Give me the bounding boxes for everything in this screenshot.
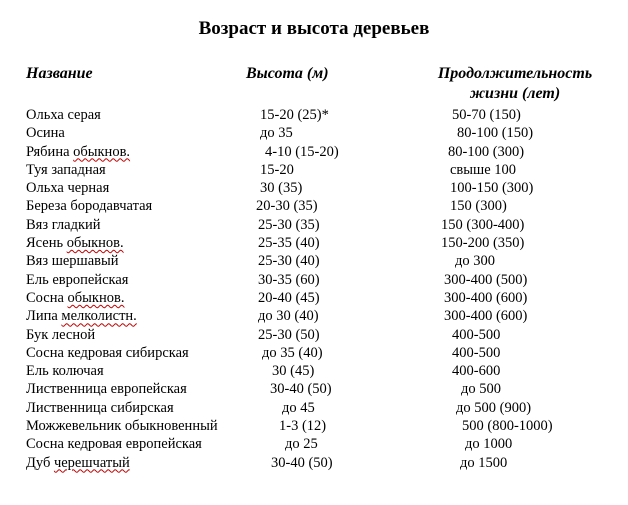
tree-name-text: Лиственница европейская <box>26 381 187 398</box>
tree-height: 25-35 (40) <box>258 235 320 252</box>
tree-name <box>26 307 137 325</box>
header-name: Название <box>26 65 93 82</box>
tree-height: 20-30 (35) <box>256 198 318 215</box>
tree-name-text: Дуб <box>26 454 54 471</box>
tree-name <box>26 454 130 472</box>
header-lifespan <box>420 64 610 104</box>
tree-name-text: Ель европейская <box>26 271 129 288</box>
table-row <box>0 179 628 197</box>
tree-height: 4-10 (15-20) <box>265 143 339 160</box>
header-lifespan-line2: жизни (лет) <box>469 85 561 102</box>
tree-name-flagged: черешчатый <box>53 454 130 471</box>
header-lifespan-line1: Продолжительность <box>437 65 593 82</box>
tree-height: 1-3 (12) <box>279 418 327 435</box>
table-row <box>0 344 628 362</box>
tree-lifespan: 300-400 (600) <box>444 289 528 306</box>
tree-name <box>26 197 152 215</box>
tree-name-text: Рябина <box>26 143 74 160</box>
tree-lifespan: 150 (300-400) <box>441 216 525 233</box>
tree-lifespan: до 1500 <box>460 454 508 471</box>
tree-lifespan: 150-200 (350) <box>441 235 525 252</box>
tree-height: 30-40 (50) <box>271 454 333 471</box>
tree-height: до 30 (40) <box>258 308 319 325</box>
table-row <box>0 326 628 344</box>
tree-name-text: Вяз гладкий <box>26 216 101 233</box>
tree-lifespan: 300-400 (600) <box>444 308 528 325</box>
tree-lifespan: 50-70 (150) <box>452 107 521 123</box>
table-row <box>0 307 628 325</box>
tree-lifespan: 400-600 <box>452 363 501 380</box>
tree-name <box>26 124 65 142</box>
tree-table <box>0 106 628 472</box>
tree-lifespan: свыше 100 <box>450 161 517 178</box>
tree-name <box>26 399 174 417</box>
tree-height: 30-40 (50) <box>270 381 332 398</box>
tree-name-text: Осина <box>26 125 65 142</box>
page-title: Возраст и высота деревьев <box>198 18 430 39</box>
tree-name <box>26 161 106 179</box>
tree-lifespan: до 500 <box>461 381 502 398</box>
tree-name-flagged: мелколистн. <box>61 308 137 325</box>
tree-name-text: Вяз шершавый <box>26 253 119 270</box>
tree-name <box>26 362 104 380</box>
table-row <box>0 399 628 417</box>
tree-height: 30 (45) <box>272 363 315 380</box>
tree-height: 30-35 (60) <box>258 271 320 288</box>
tree-height: 15-20 (25)* <box>260 107 329 123</box>
tree-height: до 25 <box>285 436 318 453</box>
tree-height: 30 (35) <box>260 180 303 197</box>
tree-name <box>26 326 95 344</box>
tree-name <box>26 435 202 453</box>
tree-lifespan: 80-100 (300) <box>448 143 525 160</box>
tree-name-text: Можжевельник обыкновенный <box>26 418 218 435</box>
tree-name-text: Береза бородавчатая <box>26 198 153 215</box>
tree-name <box>26 344 189 362</box>
tree-height: до 45 <box>282 399 315 416</box>
tree-lifespan: 400-500 <box>452 326 501 343</box>
tree-height: до 35 <box>260 125 293 142</box>
table-row <box>0 271 628 289</box>
tree-lifespan: 500 (800-1000) <box>462 418 553 435</box>
tree-lifespan: до 300 <box>455 253 496 270</box>
tree-name-text: Ольха черная <box>26 180 110 197</box>
header-height: Высота (м) <box>246 65 329 82</box>
table-row <box>0 161 628 179</box>
tree-name-flagged: обыкнов. <box>66 235 124 252</box>
tree-height: 20-40 (45) <box>258 289 320 306</box>
tree-lifespan: 100-150 (300) <box>450 180 534 197</box>
tree-name <box>26 380 187 398</box>
tree-name-flagged: обыкнов. <box>67 289 125 306</box>
tree-name-text: Бук лесной <box>26 326 96 343</box>
table-row <box>0 454 628 472</box>
tree-name-text: Лиственница сибирская <box>26 399 174 416</box>
tree-lifespan: 400-500 <box>452 344 501 361</box>
tree-name <box>26 106 101 124</box>
tree-name-text: Ель колючая <box>26 363 104 380</box>
table-row <box>0 435 628 453</box>
table-row <box>0 289 628 307</box>
tree-lifespan: до 1000 <box>465 436 513 453</box>
table-row <box>0 216 628 234</box>
table-row <box>0 234 628 252</box>
table-row <box>0 106 628 124</box>
tree-name <box>26 234 124 252</box>
tree-name <box>26 216 101 234</box>
tree-name-text: Ольха серая <box>26 107 101 123</box>
table-row <box>0 362 628 380</box>
tree-name-text: Сосна <box>26 289 68 306</box>
tree-height: 25-30 (35) <box>258 216 320 233</box>
tree-lifespan: 300-400 (500) <box>444 271 528 288</box>
tree-name <box>26 143 130 161</box>
tree-name-text: Сосна кедровая сибирская <box>26 344 189 361</box>
tree-lifespan: до 500 (900) <box>456 399 532 416</box>
table-row <box>0 197 628 215</box>
tree-lifespan: 150 (300) <box>450 198 507 215</box>
tree-name <box>26 179 109 197</box>
table-row <box>0 380 628 398</box>
tree-lifespan: 80-100 (150) <box>457 125 534 142</box>
tree-height: до 35 (40) <box>262 344 323 361</box>
tree-name <box>26 252 119 270</box>
table-row <box>0 124 628 142</box>
tree-name-text: Ясень <box>26 235 67 252</box>
tree-name <box>26 271 128 289</box>
tree-name-text: Туя западная <box>26 161 106 178</box>
tree-height: 25-30 (40) <box>258 253 320 270</box>
tree-name <box>26 417 218 435</box>
tree-name-text: Сосна кедровая европейская <box>26 436 202 453</box>
tree-name-text: Липа <box>26 308 62 325</box>
tree-height: 25-30 (50) <box>258 326 320 343</box>
table-row <box>0 417 628 435</box>
table-row <box>0 252 628 270</box>
table-row <box>0 143 628 161</box>
tree-height: 15-20 <box>260 161 294 178</box>
tree-name-flagged: обыкнов. <box>73 143 131 160</box>
tree-name <box>26 289 124 307</box>
